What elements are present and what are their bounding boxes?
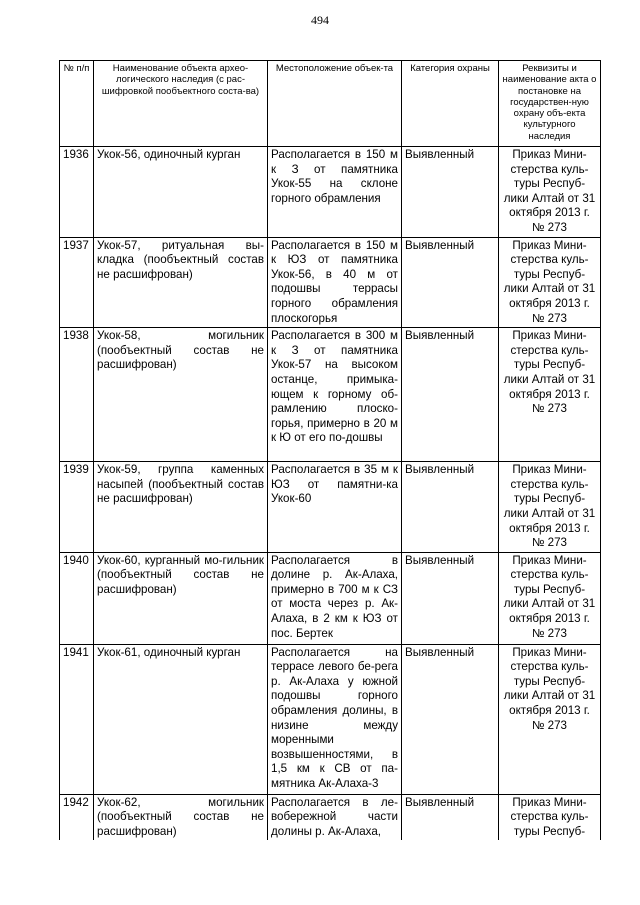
row-category: Выявленный: [402, 644, 499, 794]
table-row: [60, 462, 601, 553]
row-name: Укок-59, группа каменных насыпей (пообъектный состав не расшифрован): [94, 462, 268, 553]
page-number: 494: [311, 13, 329, 27]
row-category: Выявленный: [402, 237, 499, 328]
row-act: Приказ Мини-стерства куль-туры Респуб-лики Алтай от 31 октября 2013 г. № 273: [499, 462, 601, 553]
header-location: Местоположение объек-та: [268, 61, 402, 147]
row-name: Укок-61, одиночный курган: [94, 644, 268, 794]
table-row: [60, 644, 601, 794]
row-location: Располагается в 150 м к З от памятника Укок-55 на склоне горного обрамления: [268, 147, 402, 238]
row-act: Приказ Мини-стерства куль-туры Респуб-лики Алтай от 31 октября 2013 г. № 273: [499, 147, 601, 238]
row-num: 1942: [60, 794, 94, 840]
table-row: [60, 552, 601, 644]
row-name: Укок-56, одиночный курган: [94, 147, 268, 238]
row-act: Приказ Мини-стерства куль-туры Респуб-лики Алтай от 31 октября 2013 г. № 273: [499, 644, 601, 794]
table-row: [60, 237, 601, 328]
row-act: Приказ Мини-стерства куль-туры Респуб-лики Алтай от 31 октября 2013 г. № 273: [499, 237, 601, 328]
header-name: Наименование объекта архео-логического наследия (с рас-шифровкой пообъектного соста-ва): [94, 61, 268, 147]
row-category: Выявленный: [402, 328, 499, 462]
row-category: Выявленный: [402, 462, 499, 553]
row-location: Располагается в 35 м к ЮЗ от памятни-ка Укок-60: [268, 462, 402, 553]
row-num: 1940: [60, 552, 94, 644]
header-num: № п/п: [60, 61, 94, 147]
row-location: Располагается на террасе левого бе-рега р. Ак-Алаха у южной подошвы горного обрамления долины, в низине между моренными возвышенностями, в 1,5 км к СВ от па-мятника Ак-Алаха-3: [268, 644, 402, 794]
row-name: Укок-60, курганный мо-гильник (пообъектный состав не расшифрован): [94, 552, 268, 644]
row-num: 1936: [60, 147, 94, 238]
row-name: Укок-62, могильник (пообъектный состав не расшифрован): [94, 794, 268, 840]
heritage-registry-table: [59, 60, 601, 840]
row-category: Выявленный: [402, 552, 499, 644]
row-category: Выявленный: [402, 147, 499, 238]
row-category: Выявленный: [402, 794, 499, 840]
row-act: Приказ Мини-стерства куль-туры Респуб-: [499, 794, 601, 840]
table-row: [60, 328, 601, 462]
row-location: Располагается в 300 м к З от памятника Укок-57 на высоком останце, примыка-ющем к горному об-рамлению плоско-горья, примерно в 20 м к Ю от его по-дошвы: [268, 328, 402, 462]
row-num: 1938: [60, 328, 94, 462]
table-header-row: [60, 61, 601, 147]
table-row: [60, 147, 601, 238]
row-num: 1937: [60, 237, 94, 328]
row-name: Укок-57, ритуальная вы-кладка (пообъектный состав не расшифрован): [94, 237, 268, 328]
row-location: Располагается в ле-вобережной части долины р. Ак-Алаха,: [268, 794, 402, 840]
row-location: Располагается в 150 м к ЮЗ от памятника Укок-56, в 40 м от подошвы террасы горного обрамления плоскогорья: [268, 237, 402, 328]
table-row: [60, 794, 601, 840]
row-act: Приказ Мини-стерства куль-туры Респуб-лики Алтай от 31 октября 2013 г. № 273: [499, 552, 601, 644]
row-num: 1939: [60, 462, 94, 553]
row-act: Приказ Мини-стерства куль-туры Респуб-лики Алтай от 31 октября 2013 г. № 273: [499, 328, 601, 462]
row-location: Располагается в долине р. Ак-Алаха, примерно в 700 м к СЗ от моста через р. Ак-Алаха, в 2 км к ЮЗ от пос. Бертек: [268, 552, 402, 644]
row-num: 1941: [60, 644, 94, 794]
header-act: Реквизиты и наименование акта о постановке на государствен-ную охрану объ-екта культурного наследия: [499, 61, 601, 147]
header-category: Категория охраны: [402, 61, 499, 147]
row-name: Укок-58, могильник (пообъектный состав не расшифрован): [94, 328, 268, 462]
